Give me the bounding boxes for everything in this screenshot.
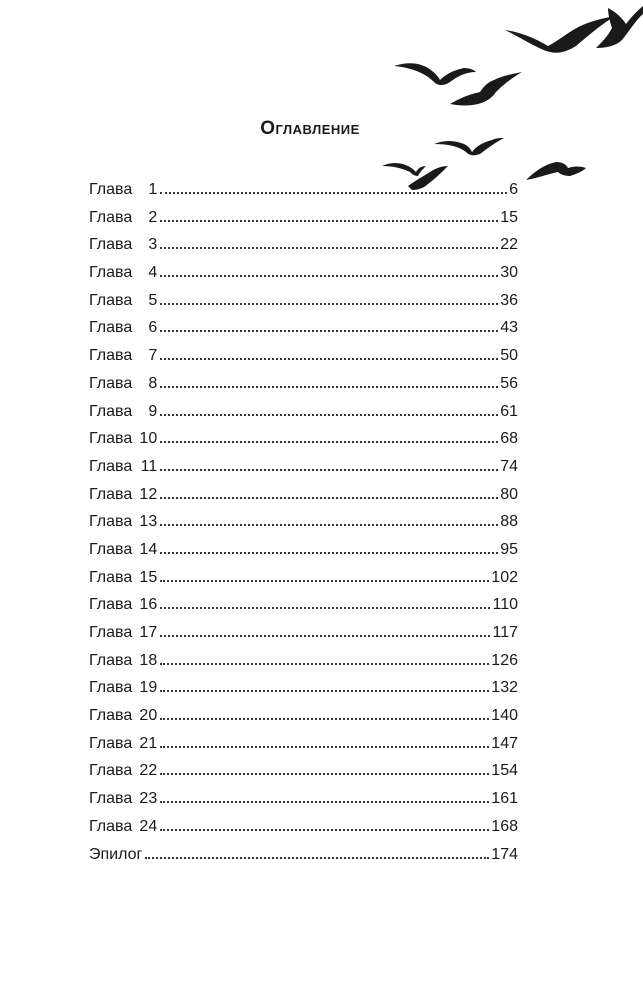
- toc-entry[interactable]: [89, 508, 518, 536]
- toc-entry-number: 3: [148, 236, 158, 254]
- toc-entry-label: Глава: [89, 236, 133, 254]
- toc-entry-number: 9: [148, 402, 158, 420]
- toc-dot-leader: [160, 275, 498, 277]
- toc-dot-leader: [160, 801, 489, 803]
- toc-entry-page: 102: [491, 568, 518, 586]
- toc-entry[interactable]: [89, 398, 518, 426]
- toc-entry-number: 2: [148, 208, 158, 226]
- toc-dot-leader: [160, 497, 498, 499]
- toc-entry-label: Глава: [89, 291, 133, 309]
- toc-entry-label: Глава: [89, 679, 133, 697]
- toc-entry-number: 17: [139, 624, 158, 641]
- toc-entry-number: 4: [148, 264, 158, 282]
- toc-dot-leader: [160, 469, 498, 471]
- toc-entry-page: 95: [500, 540, 518, 558]
- toc-entry-page: 15: [500, 208, 518, 226]
- toc-entry[interactable]: [89, 730, 518, 758]
- toc-entry-label: Глава: [89, 374, 133, 392]
- toc-entry[interactable]: [89, 702, 518, 730]
- toc-entry-number: 18: [139, 651, 158, 669]
- toc-entry-number: 14: [139, 540, 158, 558]
- toc-dot-leader: [160, 441, 498, 443]
- toc-dot-leader: [160, 414, 498, 416]
- toc-entry-page: 56: [500, 374, 518, 392]
- toc-entry[interactable]: [89, 841, 518, 869]
- toc-dot-leader: [160, 552, 498, 554]
- toc-dot-leader: [160, 386, 498, 388]
- toc-entry-label: Глава: [89, 319, 133, 337]
- flying-birds-icon: [370, 0, 643, 195]
- page-title: Оглавление: [260, 118, 360, 139]
- toc-entry-page: 88: [500, 513, 518, 531]
- toc-entry[interactable]: [89, 813, 518, 841]
- toc-dot-leader: [160, 580, 489, 582]
- toc-entry-number: 6: [148, 319, 158, 337]
- toc-entry-page: 168: [491, 817, 518, 835]
- toc-entry-page: 61: [500, 402, 518, 420]
- toc-entry[interactable]: [89, 481, 518, 509]
- toc-entry[interactable]: [89, 176, 518, 204]
- toc-entry-number: 23: [139, 790, 158, 808]
- toc-entry[interactable]: [89, 231, 518, 259]
- toc-entry-label: Глава: [89, 762, 133, 780]
- toc-entry-label: Глава: [89, 707, 133, 725]
- toc-entry-page: 117: [492, 624, 518, 641]
- toc-entry-page: 6: [509, 181, 518, 198]
- toc-dot-leader: [160, 192, 507, 194]
- toc-entry-label: Глава: [89, 568, 133, 586]
- toc-dot-leader: [160, 690, 489, 692]
- toc-entry-page: 36: [500, 291, 518, 309]
- toc-entry[interactable]: [89, 453, 518, 481]
- toc-entry-label: Глава: [89, 485, 133, 503]
- toc-entry-page: 161: [491, 790, 518, 808]
- toc-entry[interactable]: [89, 287, 518, 315]
- toc-entry[interactable]: [89, 564, 518, 592]
- toc-entry[interactable]: [89, 757, 518, 785]
- toc-entry-page: 132: [491, 679, 518, 697]
- toc-entry-page: 22: [500, 236, 518, 254]
- toc-entry[interactable]: [89, 591, 518, 619]
- toc-entry-label: Глава: [89, 651, 133, 669]
- toc-entry-label: Глава: [89, 596, 133, 614]
- toc-entry-label: Глава: [89, 208, 133, 226]
- toc-entry[interactable]: [89, 536, 518, 564]
- toc-entry[interactable]: [89, 314, 518, 342]
- toc-entry-label: Глава: [89, 181, 133, 198]
- toc-entry-label: Глава: [89, 790, 133, 808]
- toc-entry-page: 110: [492, 596, 518, 614]
- toc-entry-number: 1: [148, 181, 158, 198]
- toc-entry-label: Глава: [89, 457, 133, 475]
- toc-entry[interactable]: [89, 204, 518, 232]
- toc-entry-label: Глава: [89, 734, 133, 752]
- toc-entry[interactable]: [89, 619, 518, 647]
- toc-dot-leader: [160, 330, 498, 332]
- toc-dot-leader: [160, 247, 498, 249]
- toc-entry-number: 7: [148, 347, 158, 365]
- toc-entry-label: Глава: [89, 817, 133, 835]
- toc-dot-leader: [160, 607, 490, 609]
- toc-entry-page: 174: [491, 845, 518, 863]
- toc-dot-leader: [160, 303, 498, 305]
- toc-dot-leader: [160, 358, 498, 360]
- toc-entry-number: 8: [148, 374, 158, 392]
- toc-entry-page: 50: [500, 347, 518, 365]
- toc-entry[interactable]: [89, 342, 518, 370]
- toc-entry-number: 22: [139, 762, 158, 780]
- toc-entry-label: Глава: [89, 624, 133, 641]
- toc-entry-page: 30: [500, 264, 518, 282]
- toc-entry-number: 13: [139, 513, 158, 531]
- toc-entry-label: Глава: [89, 513, 133, 531]
- toc-entry[interactable]: [89, 370, 518, 398]
- toc-entry-number: 20: [139, 707, 158, 725]
- toc-entry-page: 80: [500, 485, 518, 503]
- toc-entry-label: Глава: [89, 402, 133, 420]
- toc-entry-label: Глава: [89, 347, 133, 365]
- toc-dot-leader: [160, 663, 489, 665]
- toc-dot-leader: [160, 829, 489, 831]
- toc-entry[interactable]: [89, 259, 518, 287]
- toc-entry[interactable]: [89, 647, 518, 675]
- toc-entry-page: 74: [500, 457, 518, 475]
- toc-dot-leader: [160, 773, 489, 775]
- toc-entry-number: 16: [139, 596, 158, 614]
- table-of-contents: [89, 176, 518, 868]
- toc-entry-page: 126: [491, 651, 518, 669]
- toc-entry-number: 19: [139, 679, 158, 697]
- toc-entry-number: 15: [139, 568, 158, 586]
- toc-entry[interactable]: [89, 674, 518, 702]
- toc-dot-leader: [160, 220, 498, 222]
- toc-entry-label: Глава: [89, 430, 133, 448]
- toc-dot-leader: [160, 635, 490, 637]
- toc-dot-leader: [160, 524, 498, 526]
- toc-entry-number: 24: [139, 817, 158, 835]
- toc-entry-number: 5: [148, 291, 158, 309]
- toc-entry-number: 21: [139, 734, 158, 752]
- toc-dot-leader: [160, 718, 489, 720]
- toc-entry-label: Глава: [89, 264, 133, 282]
- toc-dot-leader: [160, 746, 489, 748]
- toc-entry-label: Глава: [89, 540, 133, 558]
- toc-entry-page: 140: [491, 707, 518, 725]
- toc-entry[interactable]: [89, 425, 518, 453]
- toc-dot-leader: [145, 857, 489, 859]
- toc-entry-page: 68: [500, 430, 518, 448]
- toc-entry-number: 10: [139, 430, 158, 448]
- toc-entry-label: Эпилог: [89, 845, 143, 863]
- toc-entry-page: 154: [491, 762, 518, 780]
- toc-entry-page: 147: [491, 734, 518, 752]
- toc-entry-number: 11: [140, 457, 158, 475]
- toc-entry-page: 43: [500, 319, 518, 337]
- toc-entry-number: 12: [139, 485, 158, 503]
- toc-entry[interactable]: [89, 785, 518, 813]
